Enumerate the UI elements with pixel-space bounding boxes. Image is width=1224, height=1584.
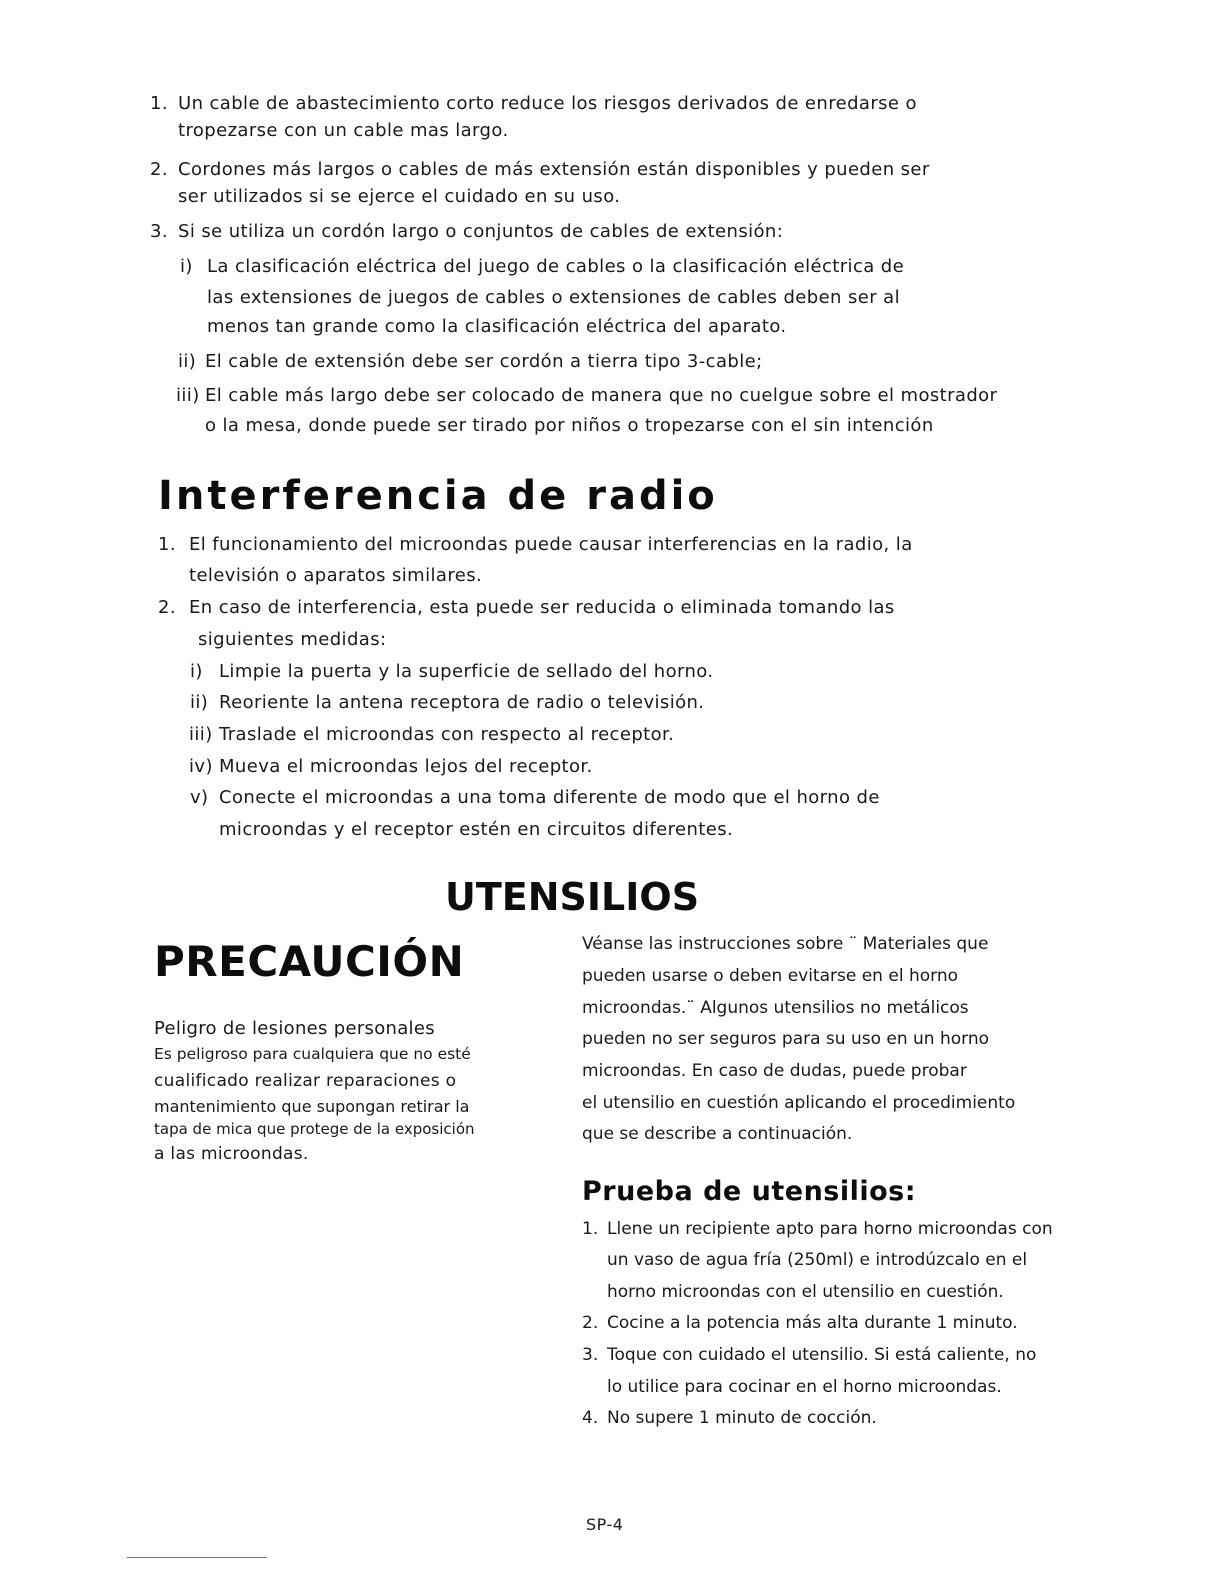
radio-section-title: Interferencia de radio [158, 473, 718, 519]
radio-subitem-5-line-1: Conecte el microondas a una toma diferente de modo que el horno de [219, 787, 880, 808]
prueba-item-3-line-2: lo utilice para cocinar en el horno microondas. [607, 1377, 1002, 1397]
utensilios-title: UTENSILIOS [445, 875, 700, 919]
radio-item-1-line-1: El funcionamiento del microondas puede causar interferencias en la radio, la [189, 534, 913, 555]
utensilios-intro-line-1: Véanse las instrucciones sobre ¨ Materiales que [582, 934, 989, 954]
radio-subitem-4-num: iv) [189, 756, 213, 777]
radio-subitem-3-num: iii) [189, 724, 213, 745]
prueba-item-2-num: 2. [582, 1313, 599, 1333]
radio-subitem-3-line-1: Traslade el microondas con respecto al receptor. [219, 724, 675, 745]
precaucion-line-3: mantenimiento que supongan retirar la [154, 1097, 470, 1116]
radio-item-2-num: 2. [158, 597, 176, 618]
footer-rule [127, 1557, 267, 1558]
top-sublist-item-3-num: iii) [176, 385, 200, 406]
radio-subitem-5-line-2: microondas y el receptor estén en circuitos diferentes. [219, 819, 734, 840]
radio-subitem-1-line-1: Limpie la puerta y la superficie de sellado del horno. [219, 661, 714, 682]
top-sublist-item-2-num: ii) [178, 351, 197, 372]
prueba-item-1-line-2: un vaso de agua fría (250ml) e introdúzcalo en el [607, 1250, 1028, 1270]
precaucion-line-1: Es peligroso para cualquiera que no esté [154, 1045, 471, 1063]
top-sublist-item-1-line-2: las extensiones de juegos de cables o extensiones de cables deben ser al [207, 287, 900, 308]
top-list-item-2-line-1: Cordones más largos o cables de más extensión están disponibles y pueden ser [178, 159, 930, 180]
top-list-item-3-line-1: Si se utiliza un cordón largo o conjuntos de cables de extensión: [178, 221, 784, 242]
utensilios-intro-line-3: microondas.¨ Algunos utensilios no metálicos [582, 998, 969, 1018]
radio-subitem-4-line-1: Mueva el microondas lejos del receptor. [219, 756, 593, 777]
precaucion-title: PRECAUCIÓN [154, 937, 465, 986]
utensilios-intro-line-5: microondas. En caso de dudas, puede probar [582, 1061, 967, 1081]
prueba-item-4-line-1: No supere 1 minuto de cocción. [607, 1408, 877, 1428]
top-sublist-item-1-num: i) [180, 256, 193, 277]
radio-subitem-1-num: i) [190, 661, 203, 682]
radio-item-2-line-2: siguientes medidas: [198, 629, 387, 650]
top-sublist-item-3-line-1: El cable más largo debe ser colocado de manera que no cuelgue sobre el mostrador [205, 385, 998, 406]
radio-item-2-line-1: En caso de interferencia, esta puede ser reducida o eliminada tomando las [189, 597, 895, 618]
precaucion-line-4: tapa de mica que protege de la exposición [154, 1120, 475, 1138]
precaucion-subtitle: Peligro de lesiones personales [154, 1018, 435, 1039]
radio-item-1-num: 1. [158, 534, 176, 555]
prueba-item-4-num: 4. [582, 1408, 599, 1428]
radio-subitem-5-num: v) [190, 787, 209, 808]
page-number: SP-4 [586, 1515, 624, 1534]
prueba-item-1-line-3: horno microondas con el utensilio en cuestión. [607, 1282, 1004, 1302]
prueba-item-3-num: 3. [582, 1345, 599, 1365]
prueba-item-1-line-1: Llene un recipiente apto para horno microondas con [607, 1219, 1053, 1239]
top-list-item-1-num: 1. [150, 93, 168, 114]
prueba-item-3-line-1: Toque con cuidado el utensilio. Si está caliente, no [607, 1345, 1037, 1365]
utensilios-intro-line-7: que se describe a continuación. [582, 1124, 853, 1144]
prueba-item-2-line-1: Cocine a la potencia más alta durante 1 minuto. [607, 1313, 1018, 1333]
top-sublist-item-1-line-3: menos tan grande como la clasificación eléctrica del aparato. [207, 316, 787, 337]
top-list-item-3-num: 3. [150, 221, 168, 242]
top-list-item-2-line-2: ser utilizados si se ejerce el cuidado en su uso. [178, 186, 621, 207]
top-list-item-1-line-1: Un cable de abastecimiento corto reduce los riesgos derivados de enredarse o [178, 93, 917, 114]
utensilios-intro-line-4: pueden no ser seguros para su uso en un horno [582, 1029, 990, 1049]
radio-subitem-2-line-1: Reoriente la antena receptora de radio o televisión. [219, 692, 705, 713]
precaucion-line-5: a las microondas. [154, 1144, 309, 1164]
prueba-item-1-num: 1. [582, 1219, 599, 1239]
top-list-item-1-line-2: tropezarse con un cable mas largo. [178, 120, 509, 141]
top-list-item-2-num: 2. [150, 159, 168, 180]
utensilios-intro-line-6: el utensilio en cuestión aplicando el procedimiento [582, 1093, 1016, 1113]
top-sublist-item-2-line-1: El cable de extensión debe ser cordón a tierra tipo 3-cable; [205, 351, 763, 372]
precaucion-line-2: cualificado realizar reparaciones o [154, 1071, 457, 1091]
top-sublist-item-3-line-2: o la mesa, donde puede ser tirado por niños o tropezarse con el sin intención [205, 415, 934, 436]
radio-subitem-2-num: ii) [190, 692, 209, 713]
radio-item-1-line-2: televisión o aparatos similares. [189, 565, 483, 586]
top-sublist-item-1-line-1: La clasificación eléctrica del juego de cables o la clasificación eléctrica de [207, 256, 905, 277]
prueba-title: Prueba de utensilios: [582, 1176, 917, 1207]
utensilios-intro-line-2: pueden usarse o deben evitarse en el horno [582, 966, 958, 986]
